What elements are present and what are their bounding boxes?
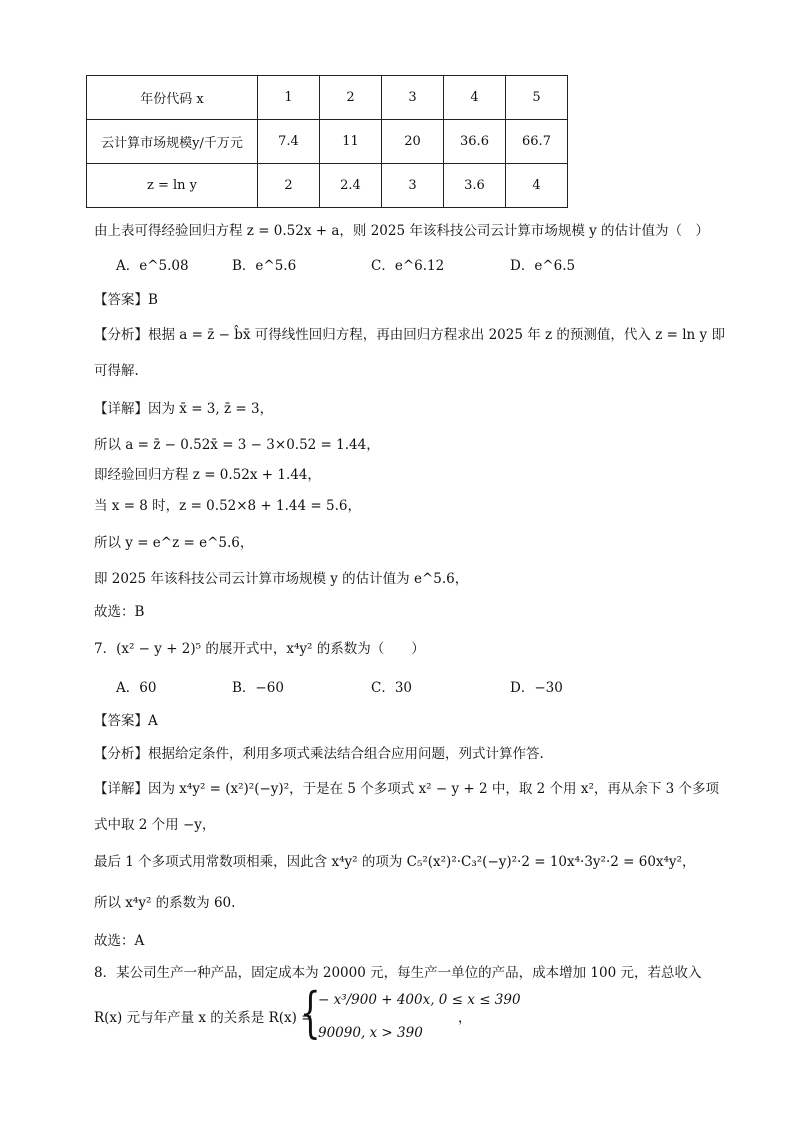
q8-stem-line2: R(x) 元与年产量 x 的关系是 R(x) = bbox=[94, 1010, 313, 1026]
q7-option-a: A．60 bbox=[116, 680, 157, 696]
q6-option-b: B．e^5.6 bbox=[232, 258, 297, 274]
table-cell: 2 bbox=[258, 164, 320, 208]
q6-detail-line: 所以 y = e^z = e^5.6， bbox=[94, 535, 254, 551]
q6-answer: 【答案】B bbox=[94, 292, 158, 308]
table-cell: 11 bbox=[320, 120, 382, 164]
q7-option-d: D．−30 bbox=[510, 680, 563, 696]
row-header: z = ln y bbox=[87, 164, 258, 208]
q7-option-b: B．−60 bbox=[232, 680, 284, 696]
q7-detail: 【详解】因为 x⁴y² = (x²)²(−y)²，于是在 5 个多项式 x² − y + 2 中，取 2 个用 x²，再从余下 3 个多项 bbox=[94, 781, 720, 797]
table-cell: 4 bbox=[506, 164, 568, 208]
q6-detail-line: 即经验回归方程 z = 0.52x + 1.44， bbox=[94, 467, 321, 483]
table-row bbox=[87, 76, 568, 120]
q8-tail-comma: ， bbox=[458, 1010, 472, 1026]
table-cell: 3 bbox=[382, 76, 444, 120]
table-cell: 4 bbox=[444, 76, 506, 120]
table-cell: 1 bbox=[258, 76, 320, 120]
q7-stem: 7．(x² − y + 2)⁵ 的展开式中，x⁴y² 的系数为（ ） bbox=[94, 641, 425, 657]
q7-choose: 故选：A bbox=[94, 933, 145, 949]
q7-detail-line: 所以 x⁴y² 的系数为 60. bbox=[94, 895, 236, 911]
table-cell: 2 bbox=[320, 76, 382, 120]
q7-detail-line: 式中取 2 个用 −y， bbox=[94, 817, 216, 833]
q8-stem: 8．某公司生产一种产品，固定成本为 20000 元，每生产一单位的产品，成本增加 100 元，若总收入 bbox=[94, 965, 702, 981]
table-cell: 3.6 bbox=[444, 164, 506, 208]
table-cell: 66.7 bbox=[506, 120, 568, 164]
table-cell: 2.4 bbox=[320, 164, 382, 208]
q6-stem: 由上表可得经验回归方程 z = 0.52x + a，则 2025 年该科技公司云计算市场规模 y 的估计值为（ ） bbox=[94, 223, 710, 239]
q6-detail-line: 即 2025 年该科技公司云计算市场规模 y 的估计值为 e^5.6， bbox=[94, 571, 469, 587]
piecewise-brace: { bbox=[300, 981, 321, 1044]
data-table bbox=[86, 75, 568, 208]
q6-option-d: D．e^6.5 bbox=[510, 258, 576, 274]
q7-answer: 【答案】A bbox=[94, 713, 158, 729]
q6-choose: 故选：B bbox=[94, 604, 145, 620]
q6-analysis: 【分析】根据 a = z̄ − b̂x̄ 可得线性回归方程，再由回归方程求出 2025 年 z 的预测值，代入 z = ln y 即 bbox=[94, 327, 725, 343]
q6-option-c: C．e^6.12 bbox=[371, 258, 445, 274]
table-cell: 3 bbox=[382, 164, 444, 208]
q6-detail-line: 所以 a = z̄ − 0.52x̄ = 3 − 3×0.52 = 1.44， bbox=[94, 437, 380, 453]
row-header: 年份代码 x bbox=[87, 76, 258, 120]
q6-option-a: A．e^5.08 bbox=[116, 258, 189, 274]
q7-detail-line: 最后 1 个多项式用常数项相乘，因此含 x⁴y² 的项为 C₅²(x²)²·C₃²(−y)²·2 = 10x⁴·3y²·2 = 60x⁴y²， bbox=[94, 854, 696, 870]
table-row bbox=[87, 120, 568, 164]
table-cell: 7.4 bbox=[258, 120, 320, 164]
piecewise-case-1: − x³/900 + 400x, 0 ≤ x ≤ 390 bbox=[318, 992, 521, 1008]
piecewise-case-2: 90090, x > 390 bbox=[318, 1025, 423, 1041]
q7-option-c: C．30 bbox=[371, 680, 413, 696]
table-cell: 36.6 bbox=[444, 120, 506, 164]
row-header: 云计算市场规模y/千万元 bbox=[87, 120, 258, 164]
q7-analysis: 【分析】根据给定条件，利用多项式乘法结合组合应用问题，列式计算作答. bbox=[94, 746, 544, 762]
table-cell: 5 bbox=[506, 76, 568, 120]
q6-analysis-cont: 可得解. bbox=[94, 363, 139, 379]
q6-detail-line: 当 x = 8 时，z = 0.52×8 + 1.44 = 5.6， bbox=[94, 498, 361, 514]
table-row bbox=[87, 164, 568, 208]
table-cell: 20 bbox=[382, 120, 444, 164]
q6-detail: 【详解】因为 x̄ = 3, z̄ = 3， bbox=[94, 401, 274, 417]
